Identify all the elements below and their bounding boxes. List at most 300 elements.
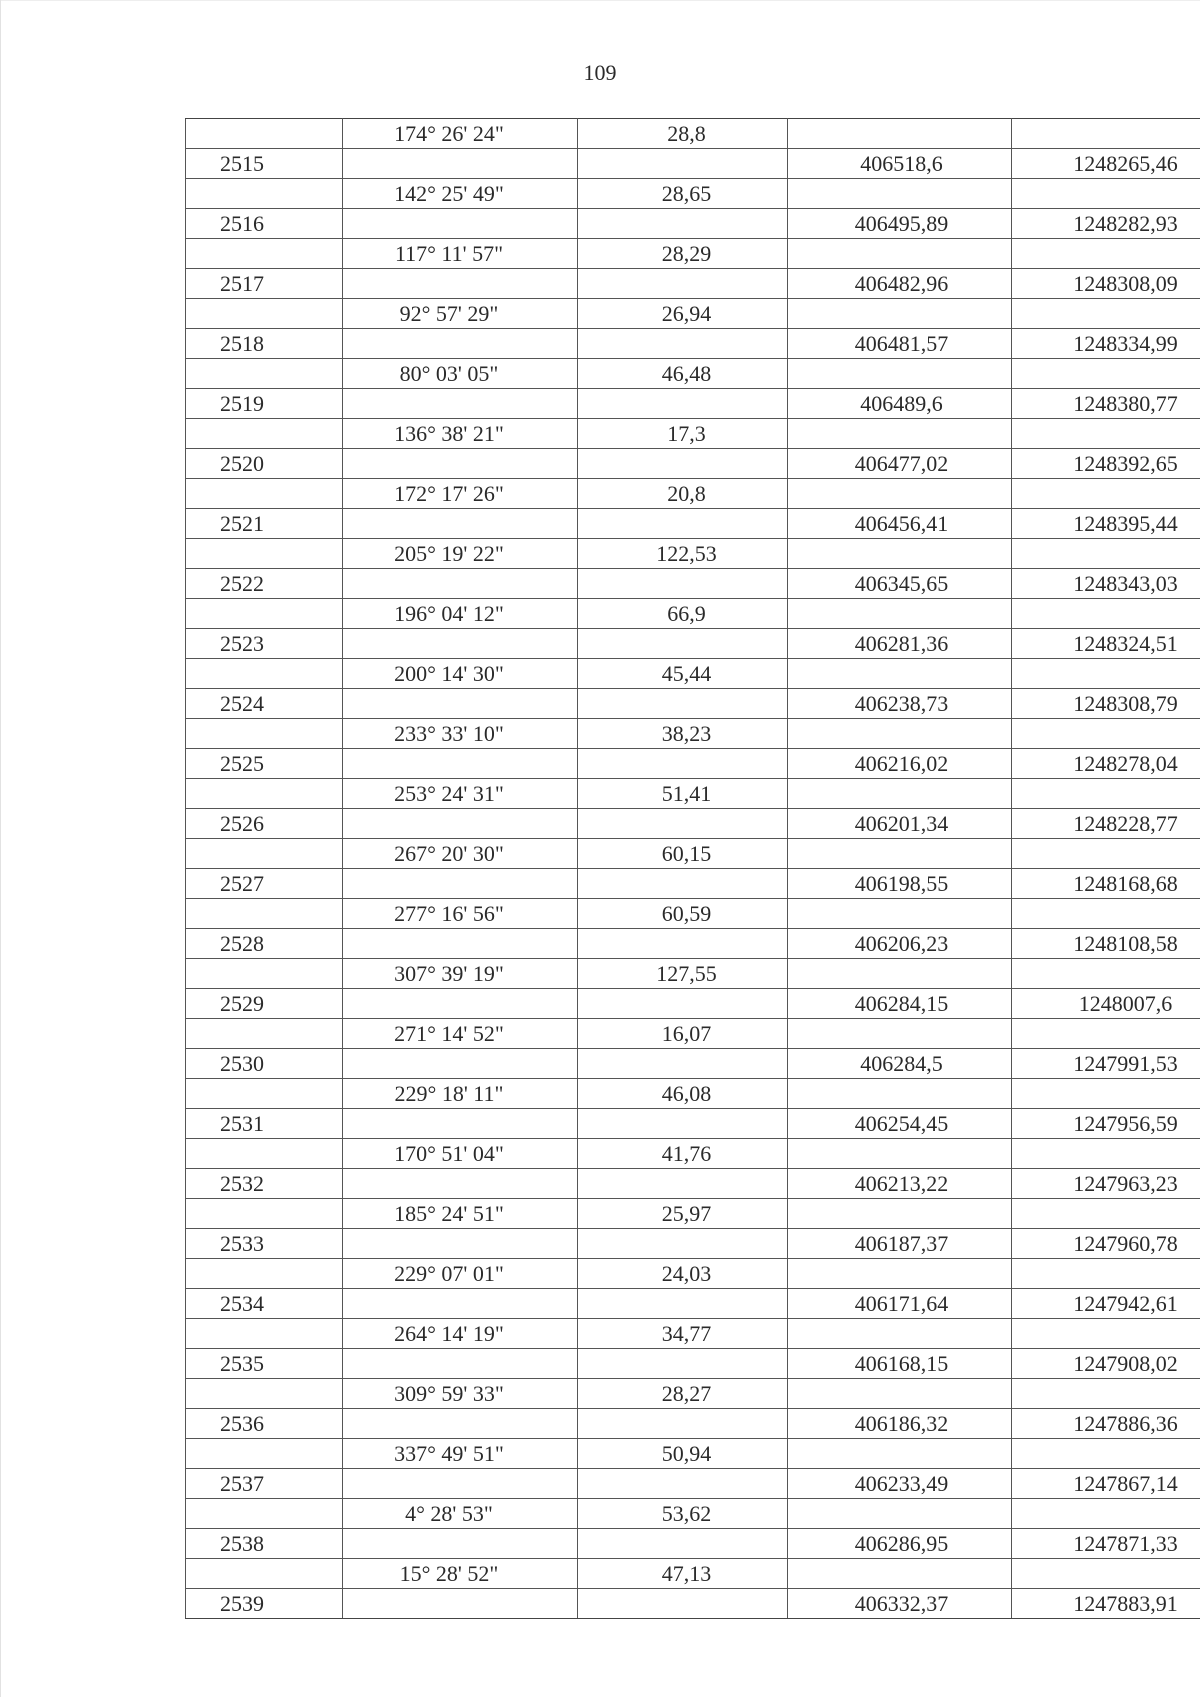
cell-distance: 45,44 (578, 659, 788, 689)
cell-direction (343, 1289, 578, 1319)
cell-direction: 267° 20' 30" (343, 839, 578, 869)
cell-distance: 20,8 (578, 479, 788, 509)
cell-distance: 50,94 (578, 1439, 788, 1469)
cell-distance (578, 869, 788, 899)
cell-point-id (186, 1379, 343, 1409)
cell-x-coord (788, 1139, 1012, 1169)
cell-point-id: 2516 (186, 209, 343, 239)
table-body (186, 119, 1200, 1619)
cell-direction: 15° 28' 52" (343, 1559, 578, 1589)
cell-x-coord: 406482,96 (788, 269, 1012, 299)
cell-direction: 117° 11' 57" (343, 239, 578, 269)
cell-distance (578, 1529, 788, 1559)
cell-distance: 17,3 (578, 419, 788, 449)
cell-y-coord (1012, 959, 1200, 989)
cell-y-coord (1012, 419, 1200, 449)
cell-direction: 92° 57' 29" (343, 299, 578, 329)
cell-direction: 174° 26' 24" (343, 119, 578, 149)
cell-x-coord (788, 779, 1012, 809)
cell-y-coord: 1248228,77 (1012, 809, 1200, 839)
cell-x-coord (788, 1439, 1012, 1469)
cell-point-id: 2533 (186, 1229, 343, 1259)
cell-y-coord (1012, 359, 1200, 389)
cell-x-coord (788, 1379, 1012, 1409)
cell-distance (578, 629, 788, 659)
cell-point-id (186, 659, 343, 689)
cell-point-id (186, 959, 343, 989)
table-row-point (186, 209, 1200, 239)
table-row-segment (186, 1019, 1200, 1049)
cell-y-coord (1012, 1559, 1200, 1589)
cell-direction (343, 569, 578, 599)
cell-y-coord: 1248308,79 (1012, 689, 1200, 719)
cell-distance: 25,97 (578, 1199, 788, 1229)
table-row-segment (186, 1079, 1200, 1109)
cell-point-id: 2518 (186, 329, 343, 359)
cell-x-coord: 406281,36 (788, 629, 1012, 659)
cell-direction: 307° 39' 19" (343, 959, 578, 989)
cell-point-id: 2519 (186, 389, 343, 419)
cell-y-coord: 1247956,59 (1012, 1109, 1200, 1139)
cell-point-id: 2536 (186, 1409, 343, 1439)
cell-x-coord: 406254,45 (788, 1109, 1012, 1139)
cell-x-coord: 406489,6 (788, 389, 1012, 419)
cell-point-id: 2537 (186, 1469, 343, 1499)
cell-y-coord: 1248007,6 (1012, 989, 1200, 1019)
cell-y-coord (1012, 839, 1200, 869)
cell-direction (343, 869, 578, 899)
cell-direction: 253° 24' 31" (343, 779, 578, 809)
cell-y-coord (1012, 1439, 1200, 1469)
cell-direction: 271° 14' 52" (343, 1019, 578, 1049)
cell-x-coord: 406187,37 (788, 1229, 1012, 1259)
scan-edge-top (0, 0, 1200, 1)
table-row-segment (186, 119, 1200, 149)
cell-direction: 233° 33' 10" (343, 719, 578, 749)
cell-point-id (186, 479, 343, 509)
cell-x-coord (788, 239, 1012, 269)
table-row-point (186, 329, 1200, 359)
cell-distance (578, 389, 788, 419)
cell-point-id: 2530 (186, 1049, 343, 1079)
cell-direction (343, 1529, 578, 1559)
cell-y-coord: 1248392,65 (1012, 449, 1200, 479)
cell-y-coord (1012, 1139, 1200, 1169)
table-row-point (186, 1049, 1200, 1079)
cell-direction: 229° 18' 11" (343, 1079, 578, 1109)
cell-y-coord: 1248282,93 (1012, 209, 1200, 239)
cell-x-coord (788, 179, 1012, 209)
cell-distance (578, 749, 788, 779)
table-row-segment (186, 1139, 1200, 1169)
cell-distance: 127,55 (578, 959, 788, 989)
cell-point-id: 2524 (186, 689, 343, 719)
table-row-segment (186, 599, 1200, 629)
table-row-segment (186, 179, 1200, 209)
cell-point-id (186, 299, 343, 329)
cell-direction: 205° 19' 22" (343, 539, 578, 569)
cell-distance (578, 149, 788, 179)
cell-distance (578, 1349, 788, 1379)
cell-direction (343, 629, 578, 659)
cell-distance: 46,08 (578, 1079, 788, 1109)
cell-distance: 60,15 (578, 839, 788, 869)
cell-direction (343, 209, 578, 239)
table-row-point (186, 1589, 1200, 1619)
cell-y-coord: 1248343,03 (1012, 569, 1200, 599)
table-row-point (186, 149, 1200, 179)
table-row-segment (186, 239, 1200, 269)
cell-y-coord: 1248380,77 (1012, 389, 1200, 419)
cell-y-coord (1012, 539, 1200, 569)
cell-direction: 170° 51' 04" (343, 1139, 578, 1169)
cell-direction: 277° 16' 56" (343, 899, 578, 929)
cell-x-coord: 406206,23 (788, 929, 1012, 959)
cell-direction (343, 929, 578, 959)
cell-direction: 337° 49' 51" (343, 1439, 578, 1469)
cell-point-id (186, 359, 343, 389)
cell-point-id (186, 1559, 343, 1589)
cell-x-coord: 406216,02 (788, 749, 1012, 779)
page-number: 109 (583, 60, 617, 85)
table-row-segment (186, 1499, 1200, 1529)
cell-point-id: 2532 (186, 1169, 343, 1199)
cell-distance: 28,29 (578, 239, 788, 269)
cell-direction: 172° 17' 26" (343, 479, 578, 509)
table-row-segment (186, 1379, 1200, 1409)
cell-point-id (186, 1079, 343, 1109)
cell-point-id: 2529 (186, 989, 343, 1019)
cell-x-coord: 406518,6 (788, 149, 1012, 179)
cell-x-coord (788, 1559, 1012, 1589)
cell-x-coord: 406481,57 (788, 329, 1012, 359)
cell-direction (343, 689, 578, 719)
cell-x-coord (788, 299, 1012, 329)
cell-direction (343, 1349, 578, 1379)
cell-point-id: 2527 (186, 869, 343, 899)
cell-direction (343, 1229, 578, 1259)
cell-x-coord (788, 1259, 1012, 1289)
cell-x-coord: 406186,32 (788, 1409, 1012, 1439)
table-row-point (186, 629, 1200, 659)
cell-x-coord: 406284,5 (788, 1049, 1012, 1079)
cell-point-id: 2538 (186, 1529, 343, 1559)
cell-y-coord: 1247886,36 (1012, 1409, 1200, 1439)
table-row-point (186, 509, 1200, 539)
cell-direction (343, 509, 578, 539)
cell-distance: 16,07 (578, 1019, 788, 1049)
scan-edge-left (0, 0, 1, 1697)
cell-direction: 309° 59' 33" (343, 1379, 578, 1409)
table-row-point (186, 449, 1200, 479)
cell-distance (578, 1409, 788, 1439)
cell-x-coord (788, 1319, 1012, 1349)
cell-point-id (186, 239, 343, 269)
table-row-segment (186, 659, 1200, 689)
cell-point-id (186, 779, 343, 809)
table-row-point (186, 569, 1200, 599)
cell-distance: 51,41 (578, 779, 788, 809)
cell-y-coord (1012, 1199, 1200, 1229)
cell-x-coord (788, 599, 1012, 629)
cell-point-id: 2523 (186, 629, 343, 659)
cell-y-coord: 1247942,61 (1012, 1289, 1200, 1319)
cell-distance (578, 1229, 788, 1259)
cell-point-id (186, 1259, 343, 1289)
cell-distance: 28,8 (578, 119, 788, 149)
cell-direction: 136° 38' 21" (343, 419, 578, 449)
cell-point-id: 2517 (186, 269, 343, 299)
cell-point-id (186, 1499, 343, 1529)
cell-x-coord (788, 659, 1012, 689)
cell-point-id (186, 1019, 343, 1049)
cell-direction: 200° 14' 30" (343, 659, 578, 689)
table-row-segment (186, 419, 1200, 449)
cell-distance (578, 329, 788, 359)
cell-x-coord (788, 119, 1012, 149)
cell-direction (343, 1589, 578, 1619)
cell-point-id (186, 419, 343, 449)
cell-x-coord (788, 479, 1012, 509)
cell-direction (343, 749, 578, 779)
cell-distance: 26,94 (578, 299, 788, 329)
cell-distance: 122,53 (578, 539, 788, 569)
cell-x-coord (788, 719, 1012, 749)
cell-direction (343, 1049, 578, 1079)
table-row-segment (186, 479, 1200, 509)
cell-direction: 196° 04' 12" (343, 599, 578, 629)
table-row-segment (186, 779, 1200, 809)
cell-y-coord: 1248324,51 (1012, 629, 1200, 659)
table-row-point (186, 1469, 1200, 1499)
cell-direction: 142° 25' 49" (343, 179, 578, 209)
table-row-segment (186, 1559, 1200, 1589)
cell-x-coord: 406201,34 (788, 809, 1012, 839)
table-row-point (186, 869, 1200, 899)
cell-distance: 53,62 (578, 1499, 788, 1529)
table-row-point (186, 1169, 1200, 1199)
cell-distance: 66,9 (578, 599, 788, 629)
cell-distance: 46,48 (578, 359, 788, 389)
cell-direction (343, 1409, 578, 1439)
cell-distance: 28,65 (578, 179, 788, 209)
cell-y-coord: 1248334,99 (1012, 329, 1200, 359)
cell-direction: 229° 07' 01" (343, 1259, 578, 1289)
table-row-point (186, 929, 1200, 959)
cell-distance (578, 1049, 788, 1079)
cell-y-coord (1012, 779, 1200, 809)
cell-distance: 38,23 (578, 719, 788, 749)
cell-distance: 41,76 (578, 1139, 788, 1169)
cell-direction (343, 449, 578, 479)
cell-x-coord (788, 359, 1012, 389)
cell-direction (343, 1469, 578, 1499)
cell-point-id (186, 1199, 343, 1229)
table-row-point (186, 1229, 1200, 1259)
cell-point-id (186, 539, 343, 569)
cell-x-coord (788, 1499, 1012, 1529)
cell-direction (343, 1169, 578, 1199)
cell-direction: 264° 14' 19" (343, 1319, 578, 1349)
cell-distance (578, 1469, 788, 1499)
cell-distance (578, 209, 788, 239)
cell-direction (343, 269, 578, 299)
cell-point-id: 2539 (186, 1589, 343, 1619)
cell-x-coord (788, 1019, 1012, 1049)
cell-distance (578, 1109, 788, 1139)
table-row-point (186, 389, 1200, 419)
cell-x-coord: 406477,02 (788, 449, 1012, 479)
cell-x-coord: 406233,49 (788, 1469, 1012, 1499)
cell-y-coord (1012, 1499, 1200, 1529)
cell-direction (343, 809, 578, 839)
cell-x-coord: 406345,65 (788, 569, 1012, 599)
cell-distance: 47,13 (578, 1559, 788, 1589)
table-row-segment (186, 539, 1200, 569)
cell-y-coord (1012, 899, 1200, 929)
table-row-segment (186, 899, 1200, 929)
table-row-point (186, 989, 1200, 1019)
cell-x-coord (788, 419, 1012, 449)
cell-point-id: 2535 (186, 1349, 343, 1379)
cell-point-id (186, 119, 343, 149)
table-row-point (186, 1349, 1200, 1379)
cell-x-coord: 406198,55 (788, 869, 1012, 899)
cell-y-coord: 1248278,04 (1012, 749, 1200, 779)
cell-direction (343, 329, 578, 359)
cell-point-id (186, 1139, 343, 1169)
table-row-segment (186, 959, 1200, 989)
table-row-segment (186, 1259, 1200, 1289)
table-row-point (186, 749, 1200, 779)
cell-point-id (186, 599, 343, 629)
cell-point-id: 2528 (186, 929, 343, 959)
cell-y-coord (1012, 659, 1200, 689)
cell-point-id: 2534 (186, 1289, 343, 1319)
table-row-segment (186, 359, 1200, 389)
cell-y-coord: 1247867,14 (1012, 1469, 1200, 1499)
cell-point-id: 2531 (186, 1109, 343, 1139)
cell-distance: 34,77 (578, 1319, 788, 1349)
cell-x-coord (788, 1199, 1012, 1229)
cell-distance (578, 1589, 788, 1619)
cell-point-id (186, 1439, 343, 1469)
cell-y-coord (1012, 1379, 1200, 1409)
cell-x-coord: 406332,37 (788, 1589, 1012, 1619)
cell-y-coord: 1248168,68 (1012, 869, 1200, 899)
cell-distance: 24,03 (578, 1259, 788, 1289)
cell-y-coord: 1248308,09 (1012, 269, 1200, 299)
cell-y-coord (1012, 119, 1200, 149)
cell-distance (578, 509, 788, 539)
cell-x-coord: 406456,41 (788, 509, 1012, 539)
cell-distance (578, 689, 788, 719)
cell-y-coord: 1247991,53 (1012, 1049, 1200, 1079)
cell-point-id (186, 899, 343, 929)
cell-y-coord: 1247963,23 (1012, 1169, 1200, 1199)
cell-y-coord (1012, 1319, 1200, 1349)
cell-point-id: 2525 (186, 749, 343, 779)
cell-y-coord (1012, 179, 1200, 209)
cell-direction: 4° 28' 53" (343, 1499, 578, 1529)
cell-distance: 28,27 (578, 1379, 788, 1409)
cell-point-id: 2522 (186, 569, 343, 599)
table-row-segment (186, 719, 1200, 749)
table-row-point (186, 1289, 1200, 1319)
cell-distance (578, 989, 788, 1019)
cell-y-coord: 1248395,44 (1012, 509, 1200, 539)
cell-direction (343, 389, 578, 419)
cell-distance: 60,59 (578, 899, 788, 929)
cell-y-coord: 1247883,91 (1012, 1589, 1200, 1619)
table-row-point (186, 1529, 1200, 1559)
table-row-point (186, 1109, 1200, 1139)
survey-coordinates-table (185, 118, 1200, 1619)
table-row-segment (186, 1319, 1200, 1349)
table-row-point (186, 269, 1200, 299)
cell-y-coord (1012, 479, 1200, 509)
cell-point-id: 2515 (186, 149, 343, 179)
cell-point-id (186, 839, 343, 869)
cell-x-coord: 406213,22 (788, 1169, 1012, 1199)
cell-point-id: 2526 (186, 809, 343, 839)
cell-y-coord: 1248108,58 (1012, 929, 1200, 959)
cell-x-coord: 406286,95 (788, 1529, 1012, 1559)
cell-distance (578, 809, 788, 839)
cell-y-coord (1012, 1019, 1200, 1049)
cell-x-coord (788, 839, 1012, 869)
cell-y-coord: 1248265,46 (1012, 149, 1200, 179)
table-row-segment (186, 839, 1200, 869)
table-row-segment (186, 1199, 1200, 1229)
cell-x-coord: 406238,73 (788, 689, 1012, 719)
cell-x-coord (788, 899, 1012, 929)
cell-x-coord (788, 539, 1012, 569)
cell-y-coord (1012, 239, 1200, 269)
cell-y-coord (1012, 1259, 1200, 1289)
cell-x-coord: 406284,15 (788, 989, 1012, 1019)
table-row-point (186, 689, 1200, 719)
cell-distance (578, 269, 788, 299)
table-row-point (186, 1409, 1200, 1439)
cell-direction (343, 989, 578, 1019)
cell-x-coord (788, 959, 1012, 989)
cell-distance (578, 1169, 788, 1199)
cell-distance (578, 929, 788, 959)
cell-distance (578, 449, 788, 479)
cell-x-coord: 406168,15 (788, 1349, 1012, 1379)
cell-point-id: 2521 (186, 509, 343, 539)
table-row-point (186, 809, 1200, 839)
cell-direction: 185° 24' 51" (343, 1199, 578, 1229)
cell-y-coord (1012, 719, 1200, 749)
cell-distance (578, 1289, 788, 1319)
cell-y-coord (1012, 599, 1200, 629)
table-row-segment (186, 1439, 1200, 1469)
cell-point-id (186, 179, 343, 209)
cell-y-coord (1012, 299, 1200, 329)
cell-y-coord: 1247871,33 (1012, 1529, 1200, 1559)
cell-point-id (186, 719, 343, 749)
table-row-segment (186, 299, 1200, 329)
cell-distance (578, 569, 788, 599)
cell-x-coord (788, 1079, 1012, 1109)
cell-y-coord: 1247960,78 (1012, 1229, 1200, 1259)
cell-y-coord (1012, 1079, 1200, 1109)
cell-direction (343, 1109, 578, 1139)
cell-direction: 80° 03' 05" (343, 359, 578, 389)
cell-point-id (186, 1319, 343, 1349)
